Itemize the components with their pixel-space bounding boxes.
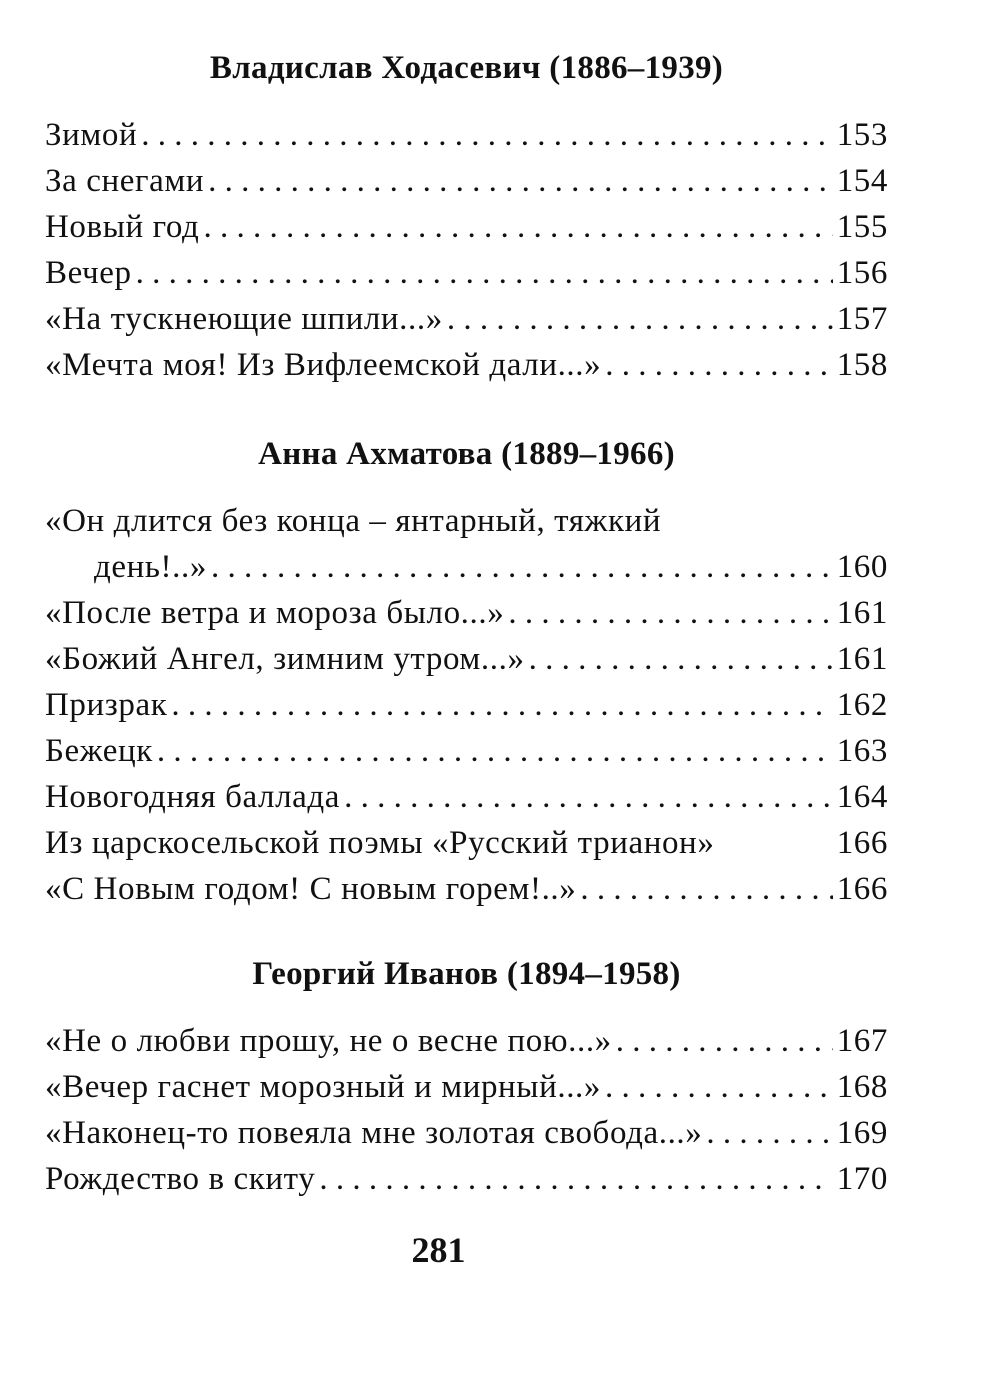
table-of-contents-page xyxy=(45,0,888,1383)
toc-entries xyxy=(45,498,888,912)
entry-title: За снегами xyxy=(45,163,205,199)
entry-title: Из царскосельской поэмы «Русский трианон» xyxy=(45,825,715,861)
dot-leader xyxy=(141,112,832,158)
entry-title: Рождество в скиту xyxy=(45,1161,316,1197)
entry-page-number: 169 xyxy=(836,1115,888,1151)
toc-entry[interactable] xyxy=(45,296,888,342)
entry-page-number: 155 xyxy=(836,209,888,245)
dot-leader xyxy=(605,1064,833,1110)
entry-page-number: 162 xyxy=(836,687,888,723)
entry-page-number: 166 xyxy=(836,825,888,861)
dot-leader xyxy=(203,204,832,250)
entry-title: «Наконец-то повеяла мне золотая свобода...» xyxy=(45,1115,703,1151)
entry-page-number: 164 xyxy=(836,779,888,815)
toc-entry[interactable] xyxy=(45,590,888,636)
dot-leader xyxy=(447,296,833,342)
page-number: 281 xyxy=(411,1230,466,1270)
entry-title: «Вечер гаснет морозный и мирный...» xyxy=(45,1069,601,1105)
toc-entry[interactable] xyxy=(45,682,888,728)
entry-page-number: 160 xyxy=(836,549,888,585)
dot-leader xyxy=(136,250,833,296)
dot-leader xyxy=(605,342,832,388)
entry-title: «На тускнеющие шпили...» xyxy=(45,301,443,337)
toc-section-ivanov xyxy=(45,954,888,1202)
section-heading: Анна Ахматова (1889–1966) xyxy=(258,436,675,472)
entry-title: «С Новым годом! С новым горем!..» xyxy=(45,871,577,907)
toc-entry-first-line[interactable] xyxy=(45,498,888,544)
toc-entry[interactable] xyxy=(45,820,888,866)
entry-title: «Он длится без конца – янтарный, тяжкий xyxy=(45,503,662,539)
entry-title: Новогодняя баллада xyxy=(45,779,341,815)
toc-entry[interactable] xyxy=(45,158,888,204)
toc-section-khodasevich xyxy=(45,48,888,388)
dot-leader xyxy=(208,158,833,204)
entry-page-number: 157 xyxy=(836,301,888,337)
dot-leader xyxy=(171,682,832,728)
entry-page-number: 163 xyxy=(836,733,888,769)
dot-leader xyxy=(580,866,832,912)
toc-entry[interactable] xyxy=(45,1018,888,1064)
entry-title: «Божий Ангел, зимним утром...» xyxy=(45,641,525,677)
dot-leader xyxy=(508,590,832,636)
entry-page-number: 156 xyxy=(836,255,888,291)
toc-entry[interactable] xyxy=(45,1156,888,1202)
dot-leader xyxy=(529,636,833,682)
entry-title: Зимой xyxy=(45,117,138,153)
entry-page-number: 168 xyxy=(836,1069,888,1105)
toc-entry[interactable] xyxy=(45,1110,888,1156)
toc-entry[interactable] xyxy=(45,866,888,912)
dot-leader xyxy=(706,1110,832,1156)
dot-leader xyxy=(344,774,833,820)
entry-page-number: 166 xyxy=(836,871,888,907)
entry-title: «Мечта моя! Из Вифлеемской дали...» xyxy=(45,347,602,383)
toc-entry[interactable] xyxy=(45,204,888,250)
entry-title-continuation: день!..» xyxy=(94,549,207,585)
toc-entry[interactable] xyxy=(45,250,888,296)
toc-entry[interactable] xyxy=(45,728,888,774)
entry-page-number: 170 xyxy=(836,1161,888,1197)
entry-page-number: 167 xyxy=(836,1023,888,1059)
entry-title: «Не о любви прошу, не о весне пою...» xyxy=(45,1023,612,1059)
section-heading: Георгий Иванов (1894–1958) xyxy=(252,956,681,992)
toc-entry[interactable] xyxy=(45,636,888,682)
entry-title: Бежецк xyxy=(45,733,153,769)
entry-page-number: 161 xyxy=(836,641,888,677)
toc-entry[interactable] xyxy=(45,342,888,388)
entry-page-number: 153 xyxy=(836,117,888,153)
entry-page-number: 161 xyxy=(836,595,888,631)
entry-title: Новый год xyxy=(45,209,200,245)
toc-entry[interactable] xyxy=(45,1064,888,1110)
toc-entry[interactable] xyxy=(45,112,888,158)
toc-section-akhmatova xyxy=(45,434,888,912)
entry-title: Вечер xyxy=(45,255,132,291)
dot-leader xyxy=(319,1156,832,1202)
toc-entries xyxy=(45,112,888,388)
entry-page-number: 154 xyxy=(836,163,888,199)
toc-entry-continuation[interactable] xyxy=(45,544,888,590)
toc-entries xyxy=(45,1018,888,1202)
entry-title: «После ветра и мороза было...» xyxy=(45,595,505,631)
dot-leader xyxy=(157,728,833,774)
entry-page-number: 158 xyxy=(836,347,888,383)
entry-title: Призрак xyxy=(45,687,168,723)
toc-entry[interactable] xyxy=(45,774,888,820)
dot-leader xyxy=(211,544,833,590)
section-heading: Владислав Ходасевич (1886–1939) xyxy=(209,50,724,86)
dot-leader xyxy=(616,1018,833,1064)
